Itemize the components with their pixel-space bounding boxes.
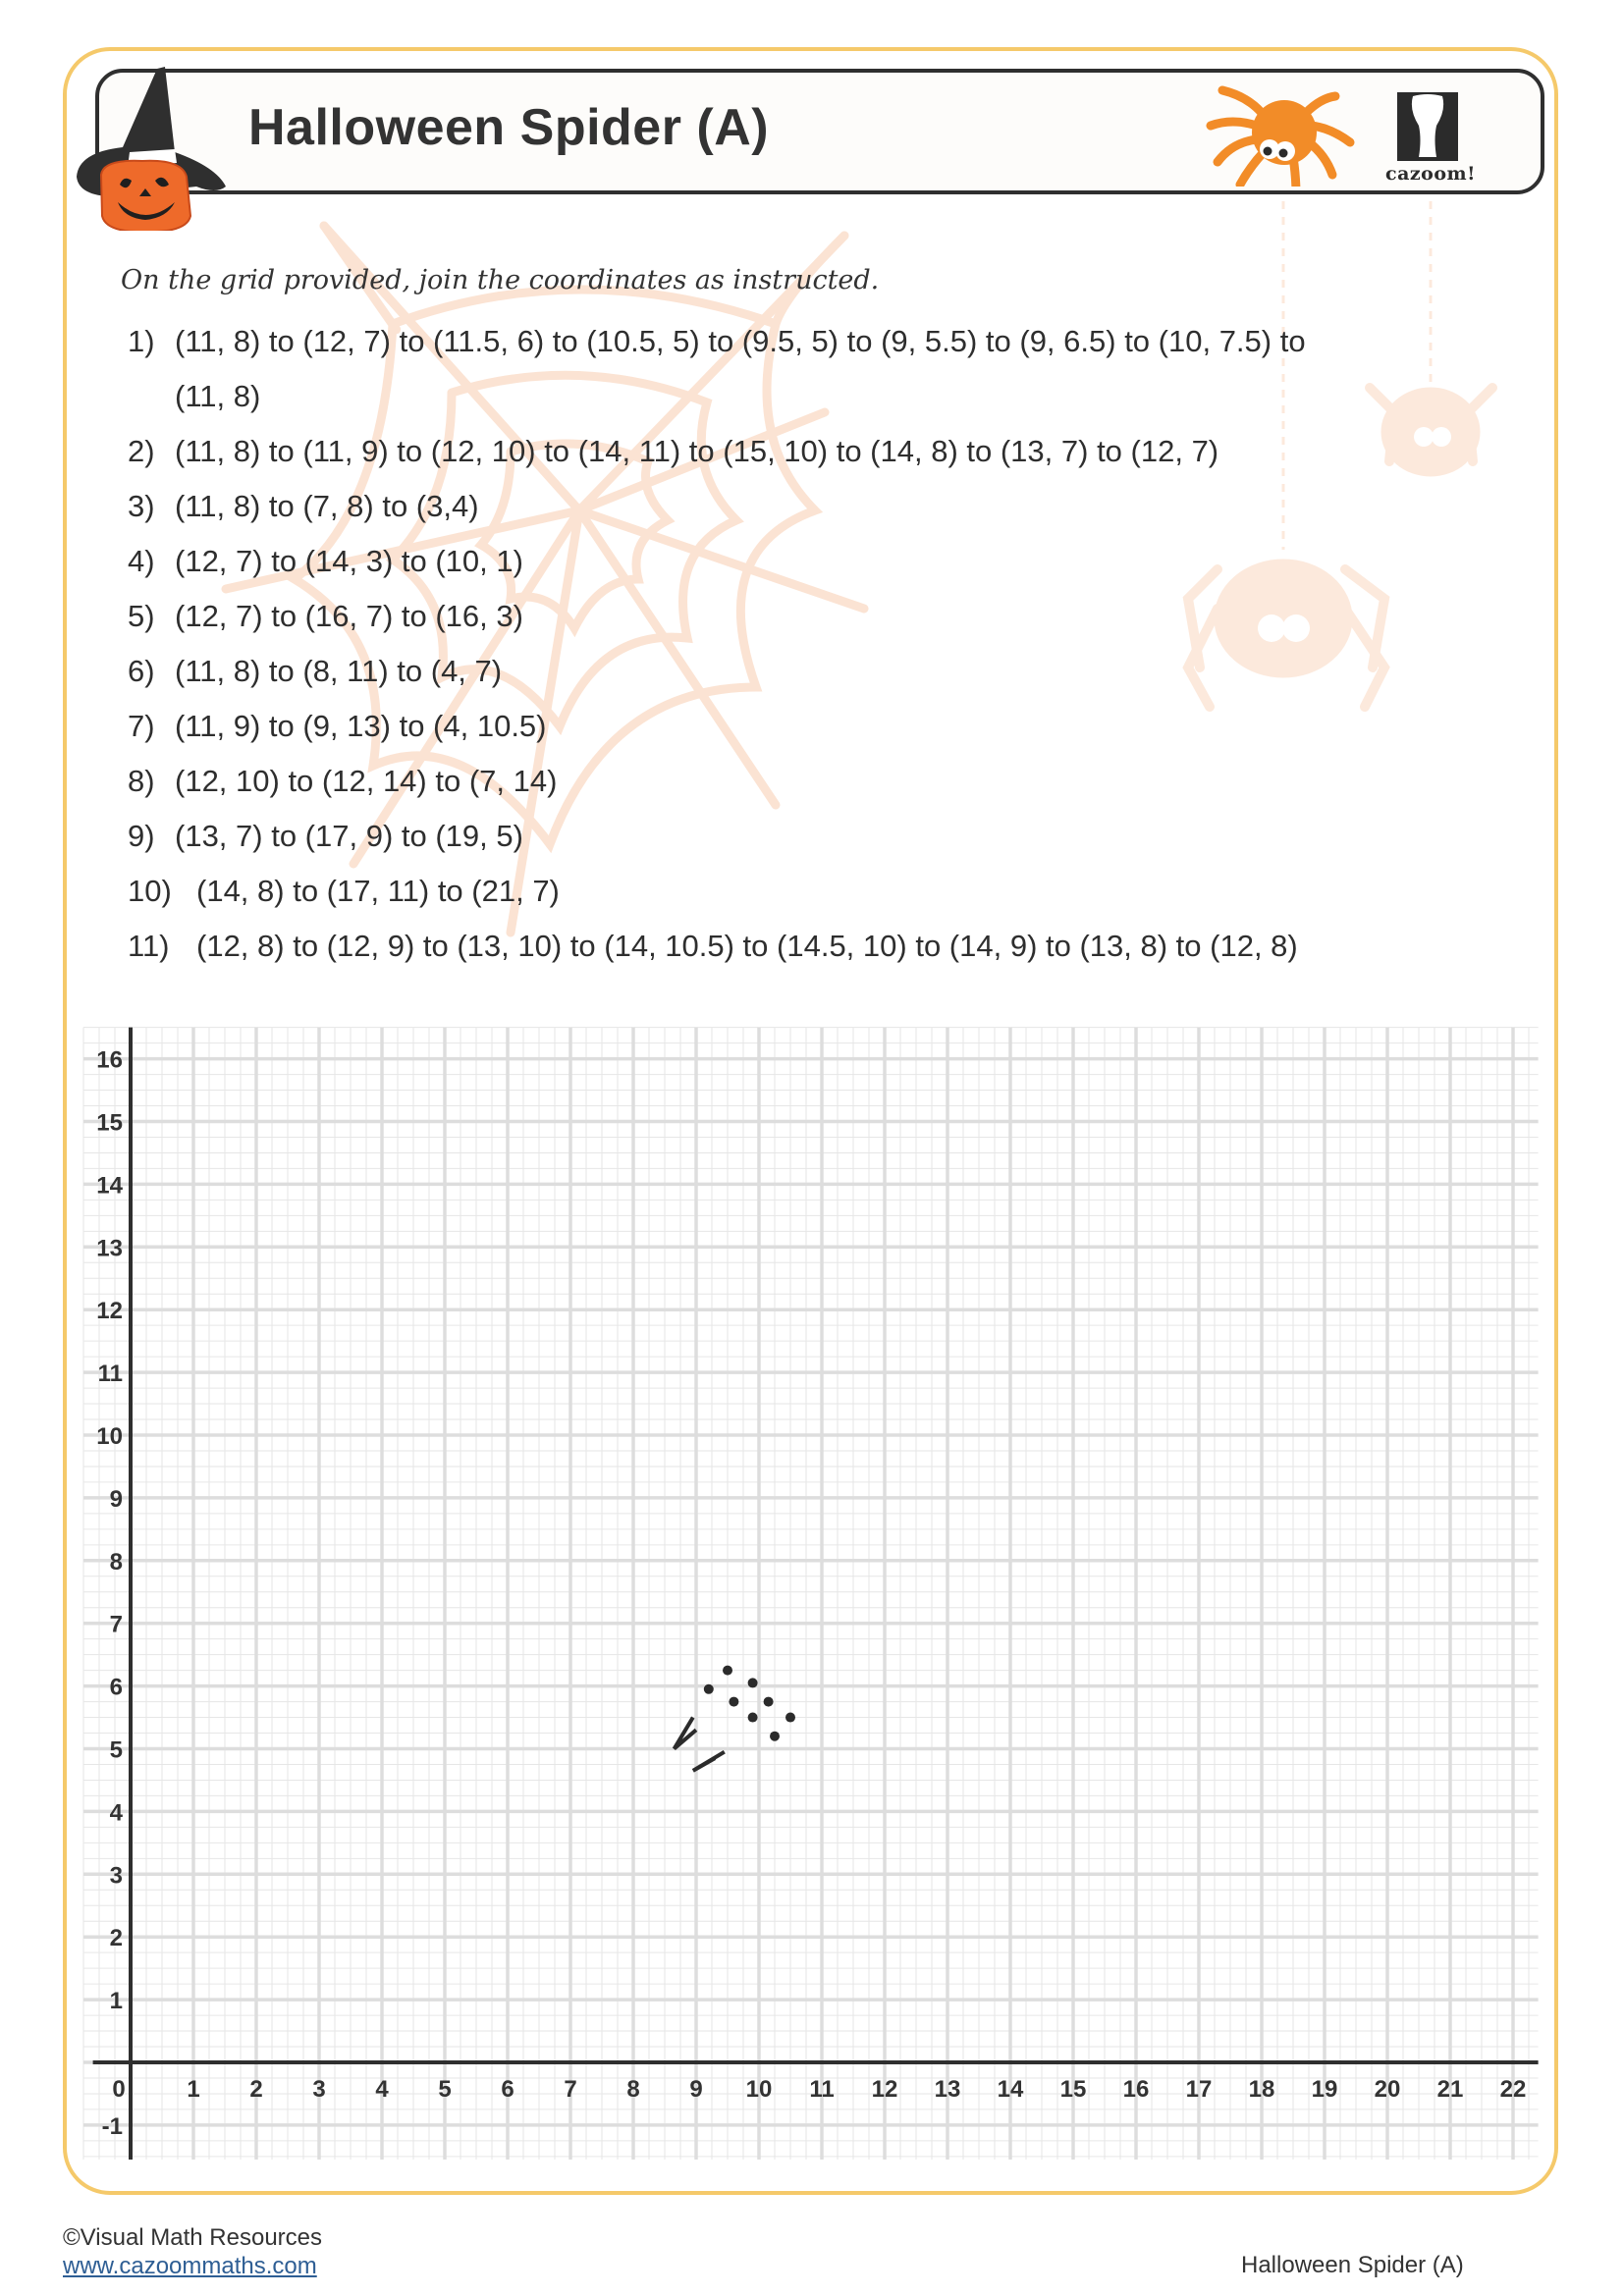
y-tick-label: -1 [101,2112,123,2140]
x-tick-label: 16 [1122,2076,1150,2103]
axes [93,1028,1539,2160]
step-text: (12, 7) to (14, 3) to (10, 1) [175,544,523,578]
x-tick-label: 14 [997,2076,1024,2103]
plotted-dot [748,1678,758,1687]
y-tick-label: 3 [109,1862,123,1890]
plotted-dot [723,1666,732,1676]
step-text: (14, 8) to (17, 11) to (21, 7) [196,874,560,908]
x-tick-label: 5 [438,2076,452,2103]
plotted-dot [764,1697,774,1707]
x-tick-label: 12 [871,2076,898,2103]
y-tick-label: 6 [109,1674,123,1701]
y-tick-label: 15 [96,1109,123,1137]
step-item: 3) (11, 8) to (7, 8) to (3,4) [128,489,479,523]
tick-labels [96,1047,1526,2140]
y-tick-label: 14 [96,1172,123,1200]
y-tick-label: 4 [109,1799,123,1827]
x-tick-label: 21 [1436,2076,1464,2103]
plotted-dot [704,1684,714,1694]
y-tick-label: 13 [96,1235,123,1262]
plotted-dot [729,1697,738,1707]
footer-credits [63,2223,322,2280]
x-tick-label: 0 [112,2076,126,2103]
x-tick-label: 9 [689,2076,703,2103]
x-tick-label: 10 [745,2076,773,2103]
major-gridlines [83,1028,1539,2160]
instruction-text: On the grid provided, join the coordinates as instructed. [121,265,880,295]
x-tick-label: 19 [1311,2076,1338,2103]
step-text: (12, 8) to (12, 9) to (13, 10) to (14, 10.5) to (14.5, 10) to (14, 9) to (13, 8) to (12, 8) [196,929,1298,963]
x-tick-label: 7 [564,2076,577,2103]
step-text: (11, 9) to (9, 13) to (4, 10.5) [175,709,547,743]
y-tick-label: 7 [109,1611,123,1638]
y-tick-label: 9 [109,1485,123,1513]
y-tick-label: 8 [109,1548,123,1575]
y-tick-label: 2 [109,1925,123,1952]
minor-gridlines [83,1028,1539,2160]
x-tick-label: 18 [1248,2076,1275,2103]
y-tick-label: 10 [96,1423,123,1450]
x-tick-label: 17 [1185,2076,1213,2103]
step-item: 1) (11, 8) to (12, 7) to (11.5, 6) to (10.5, 5) to (9.5, 5) to (9, 5.5) to (9, 6.5) to (10, 7.5) to (11, 8) [128,324,1306,413]
y-tick-label: 12 [96,1298,123,1325]
y-tick-label: 5 [109,1736,123,1764]
step-text: (12, 7) to (16, 7) to (16, 3) [175,599,523,633]
plotted-dot [748,1713,758,1723]
step-text-continued: (11, 8) [175,379,261,413]
step-text: (13, 7) to (17, 9) to (19, 5) [175,819,523,853]
step-item: 2) (11, 8) to (11, 9) to (12, 10) to (14, 11) to (15, 10) to (14, 8) to (13, 7) to (12, 7) [128,434,1219,468]
plotted-dot [785,1713,795,1723]
step-item: 4) (12, 7) to (14, 3) to (10, 1) [128,544,523,578]
cazoom-wordmark: cazoom! [1385,163,1476,185]
step-item: 5) (12, 7) to (16, 7) to (16, 3) [128,599,523,633]
step-text: (11, 8) to (8, 11) to (4, 7) [175,654,503,688]
x-tick-label: 20 [1374,2076,1401,2103]
step-item: 11) (12, 8) to (12, 9) to (13, 10) to (14, 10.5) to (14.5, 10) to (14, 9) to (13, 8) to (12, 8) [128,929,1298,963]
page-title: Halloween Spider (A) [248,99,770,156]
step-item: 8) (12, 10) to (12, 14) to (7, 14) [128,764,558,798]
step-item: 6) (11, 8) to (8, 11) to (4, 7) [128,654,503,688]
x-tick-label: 2 [249,2076,263,2103]
x-tick-label: 15 [1059,2076,1087,2103]
step-item: 10) (14, 8) to (17, 11) to (21, 7) [128,874,560,908]
x-tick-label: 6 [501,2076,514,2103]
x-tick-label: 1 [187,2076,200,2103]
y-tick-label: 16 [96,1046,123,1074]
x-tick-label: 3 [312,2076,326,2103]
step-item: 7) (11, 9) to (9, 13) to (4, 10.5) [128,709,547,743]
y-tick-label: 1 [109,1988,123,2015]
x-tick-label: 4 [375,2076,389,2103]
step-item: 9) (13, 7) to (17, 9) to (19, 5) [128,819,523,853]
x-tick-label: 13 [934,2076,961,2103]
x-tick-label: 11 [809,2076,835,2103]
step-text: (11, 8) to (7, 8) to (3,4) [175,489,479,523]
plotted-dot [770,1732,780,1741]
step-text: (12, 10) to (12, 14) to (7, 14) [175,764,558,798]
y-tick-label: 11 [97,1361,123,1388]
step-text: (11, 8) to (11, 9) to (12, 10) to (14, 11) to (15, 10) to (14, 8) to (13, 7) to (12, 7) [175,434,1219,468]
copyright-text: ©Visual Math Resources [63,2224,323,2251]
x-tick-label: 8 [626,2076,640,2103]
website-link[interactable]: www.cazoommaths.com [63,2253,317,2279]
plotted-marks [675,1666,795,1771]
step-text: (11, 8) to (12, 7) to (11.5, 6) to (10.5, 5) to (9.5, 5) to (9, 5.5) to (9, 6.5) to (10, 7.5) to [175,324,1306,358]
x-tick-label: 22 [1499,2076,1527,2103]
footer-sheet-title: Halloween Spider (A) [1241,2252,1464,2278]
